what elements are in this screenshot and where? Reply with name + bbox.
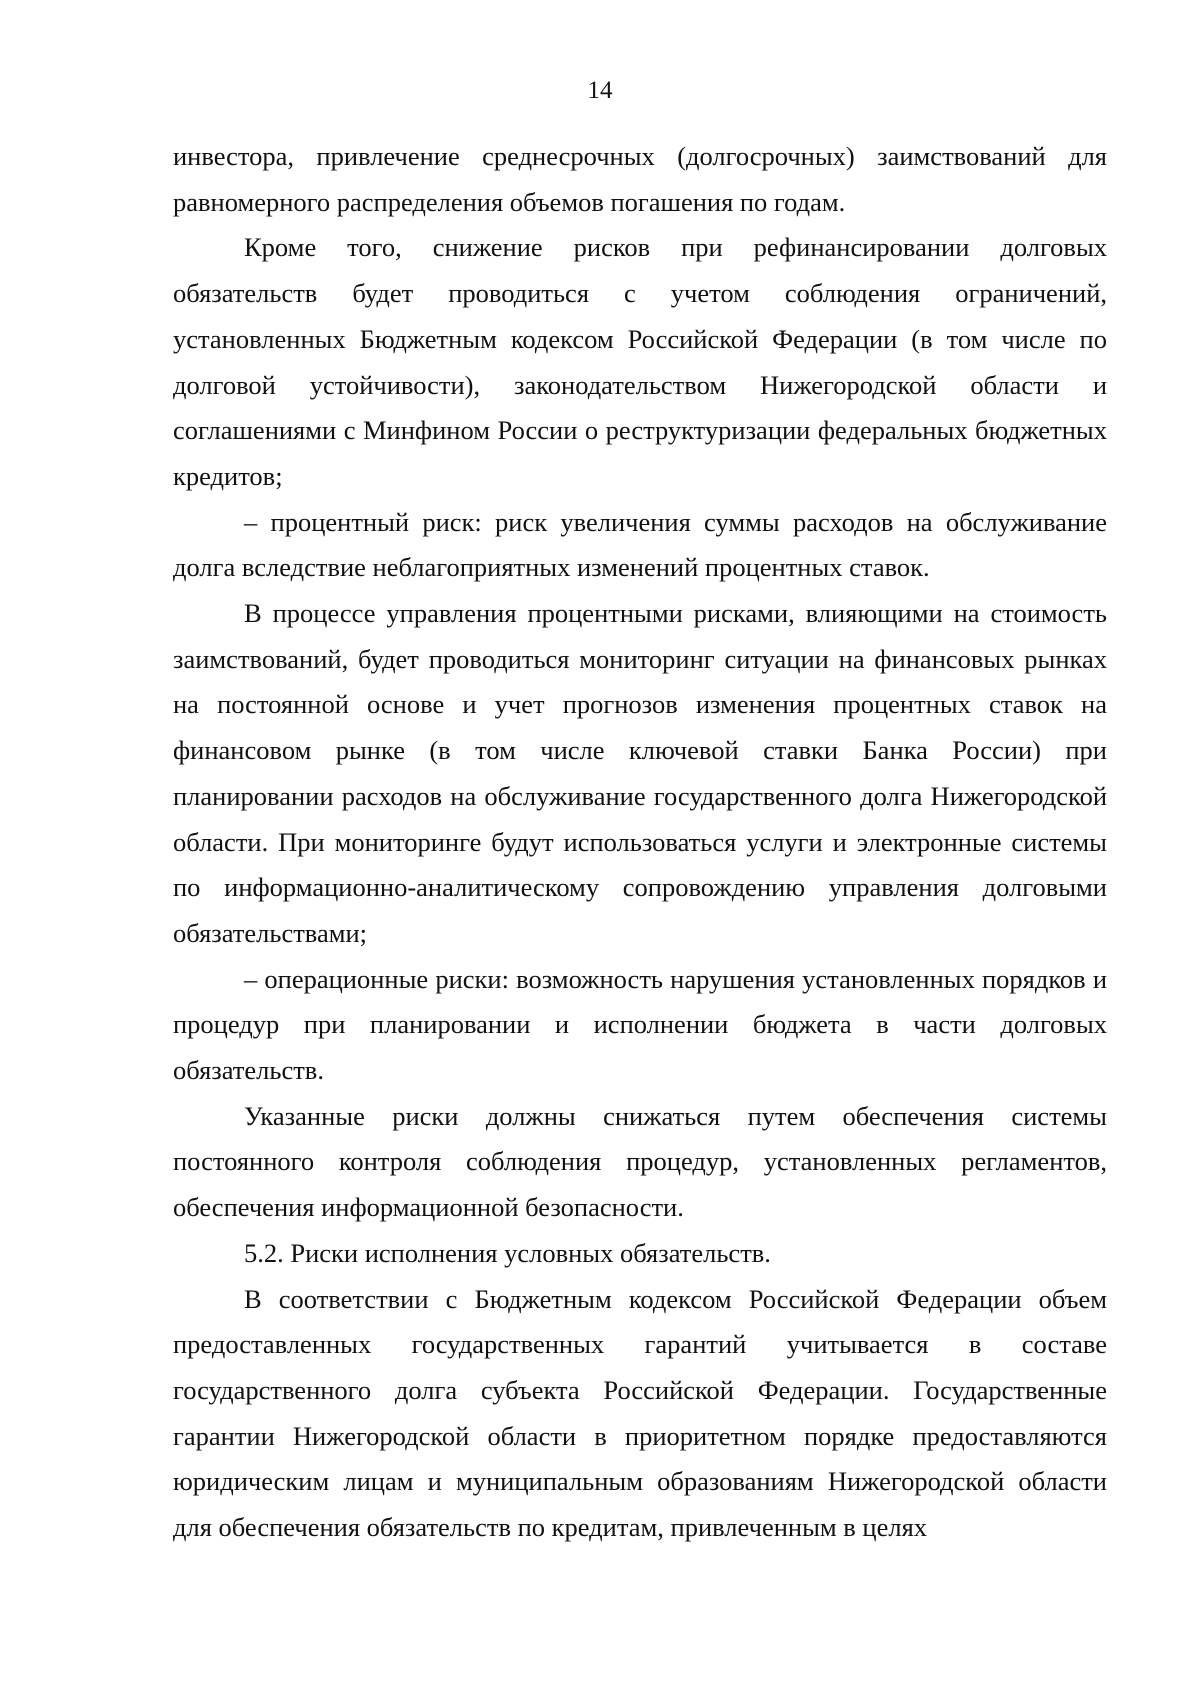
body-text xyxy=(173,134,1107,1551)
paragraph-interest-rate-risk: – процентный риск: риск увеличения суммы расходов на обслуживание долга вследствие неблагоприятных изменений процентных ставок. xyxy=(173,506,1107,583)
paragraph-risk-mitigation: Указанные риски должны снижаться путем обеспечения системы постоянного контроля соблюдения процедур, установленных регламентов, обеспечения информационной безопасности. xyxy=(173,1100,1107,1223)
paragraph-refinancing-risk: Кроме того, снижение рисков при рефинансировании долговых обязательств будет проводиться с учетом соблюдения ограничений, установленных Бюджетным кодексом Российской Федерации (в том числе по долговой устойчивости), законодательством Нижегородской области и соглашениями с Минфином России о реструктуризации федеральных бюджетных кредитов; xyxy=(173,232,1107,491)
section-heading-5-2: 5.2. Риски исполнения условных обязательств. xyxy=(244,1237,771,1268)
paragraph-operational-risks: – операционные риски: возможность нарушения установленных порядков и процедур при планировании и исполнении бюджета в части долговых обязательств. xyxy=(173,963,1107,1086)
paragraph-interest-rate-management: В процессе управления процентными рисками, влияющими на стоимость заимствований, будет проводиться мониторинг ситуации на финансовых рынках на постоянной основе и учет прогнозов изменения процентных ставок на финансовом рынке (в том числе ключевой ставки Банка России) при планировании расходов на обслуживание государственного долга Нижегородской области. При мониторинге будут использоваться услуги и электронные системы по информационно-аналитическому сопровождению управления долговыми обязательствами; xyxy=(173,598,1107,948)
paragraph-state-guarantees: В соответствии с Бюджетным кодексом Российской Федерации объем предоставленных государственных гарантий учитывается в составе государственного долга субъекта Российской Федерации. Государственные гарантии Нижегородской области в приоритетном порядке предоставляются юридическим лицам и муниципальным образованиям Нижегородской области для обеспечения обязательств по кредитам, привлеченным в целях xyxy=(173,1283,1107,1543)
page-number: 14 xyxy=(587,77,613,104)
paragraph-continuation: инвестора, привлечение среднесрочных (долгосрочных) заимствований для равномерного распределения объемов погашения по годам. xyxy=(173,141,1107,217)
